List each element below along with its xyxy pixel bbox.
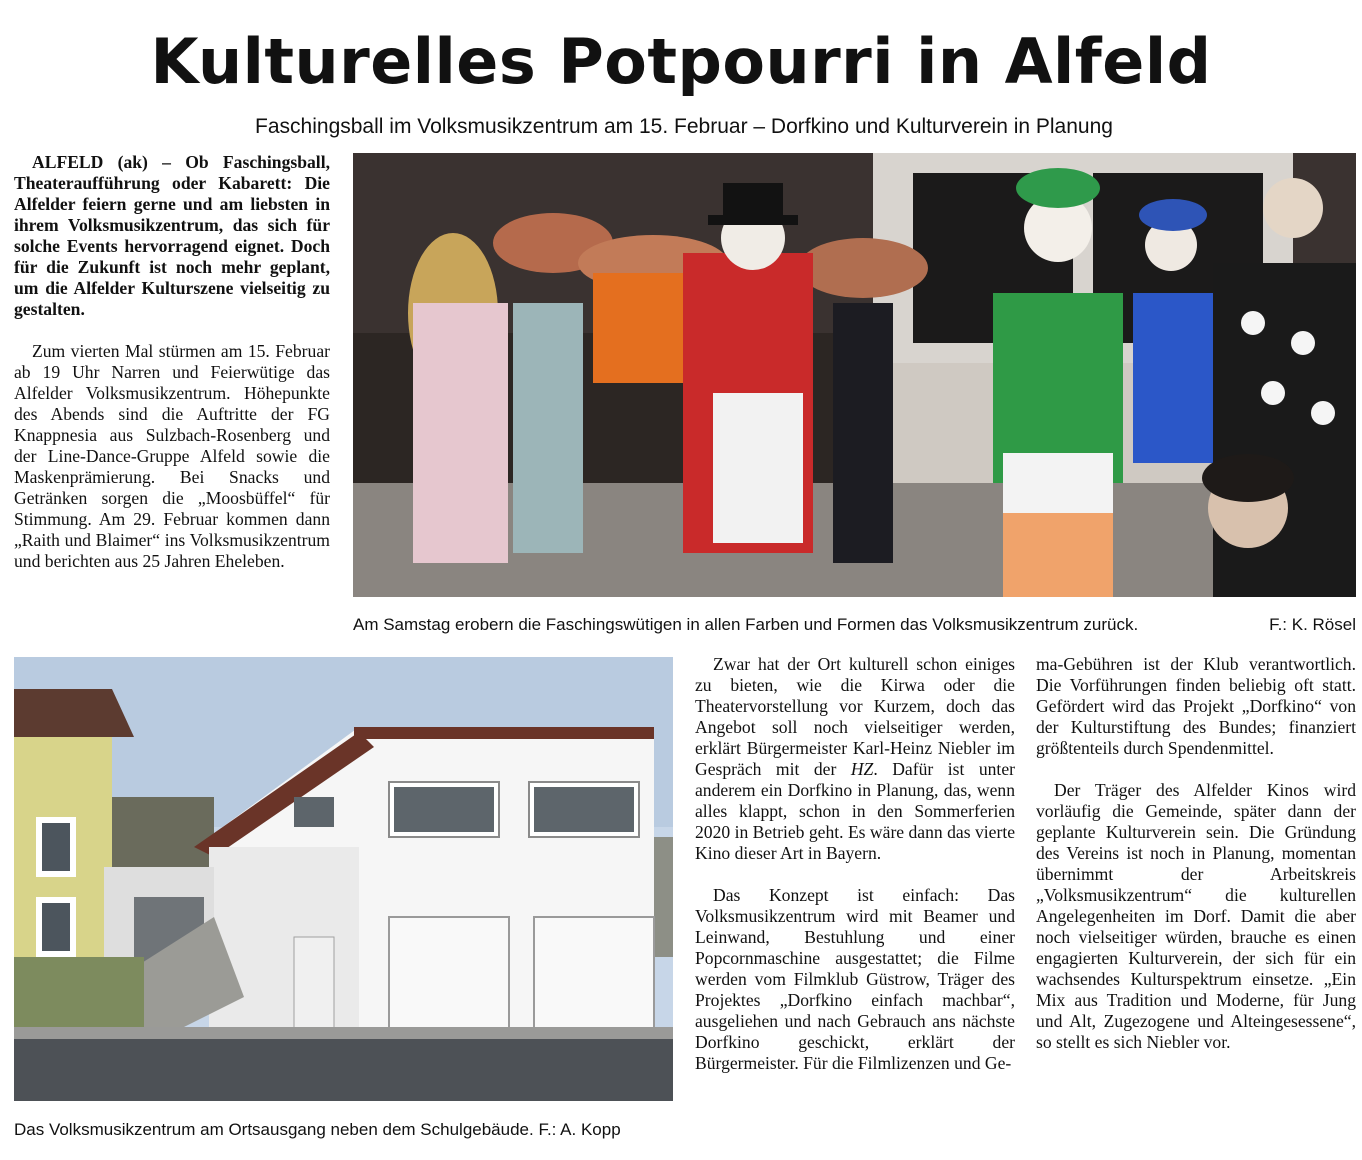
- text-span: Zwar hat der Ort kulturell schon einiges zu bieten, wie die Kirwa oder die Theatervorstellung vor Kurzem, doch das Angebot soll noch vielseitiger werden, erklärt Bürgermeister Karl-Heinz Niebler im Gespräch mit der: [695, 654, 1015, 779]
- building-photo: [14, 657, 673, 1101]
- photo-credit: F.: K. Rösel: [1269, 615, 1356, 634]
- building-photo-caption: Das Volksmusikzentrum am Ortsausgang neben dem Schulgebäude. F.: A. Kopp: [14, 1120, 621, 1139]
- body-paragraph: Der Träger des Alfelder Kinos wird vorläufig die Gemeinde, später dann der geplante Kulturverein sein. Die Gründung des Vereins ist noch in Planung, momentan übernimmt der Arbeitskreis „Volksmusikzentrum“ die kulturellen Angelegenheiten im Dorf. Damit die aber noch vielseitiger würden, brauche es einen engagierten Kulturverein, der sich für ein wachsendes Kulturspektrum einsetze. „Ein Mix aus Tradition und Moderne, für Jung und Alt, Zugezogene und Alteingesessene“, so stellt es sich Niebler vor.: [1036, 780, 1356, 1052]
- body-paragraph: Das Konzept ist einfach: Das Volksmusikzentrum wird mit Beamer und Leinwand, Bestuhlung und einer Popcornmaschine ausgestattet; die Filme werden vom Filmklub Güstrow, Träger des Projektes „Dorfkino einfach machbar“, ausgeliehen und nach Gebrauch ans nächste Dorfkino geschickt, erklärt der Bürgermeister. Für die Filmlizenzen und Ge-: [695, 885, 1015, 1073]
- subheadline: Faschingsball im Volksmusikzentrum am 15. Februar – Dorfkino und Kulturverein in Planung: [255, 115, 1113, 138]
- body-paragraph: [695, 654, 1015, 864]
- newspaper-abbreviation: HZ: [850, 759, 874, 779]
- lead-paragraph: ALFELD (ak) – Ob Faschingsball, Theateraufführung oder Kabarett: Die Alfelder feiern gerne und am liebsten in ihrem Volksmusikzentrum, das sich für solche Events hervorragend eignet. Doch für die Zukunft ist noch mehr geplant, um die Alfelder Kulturszene vielseitig zu gestalten.: [14, 152, 330, 319]
- article-column-4: [1036, 654, 1356, 1053]
- text-span: . Dafür ist unter anderem ein Dorfkino in Planung, das, wenn alles klappt, schon in den Sommerferien 2020 in Betrieb geht. Es wäre dann das vierte Kino dieser Art in Bayern.: [695, 759, 1016, 863]
- caption-text: Am Samstag erobern die Faschingswütigen in allen Farben und Formen das Volksmusikzentrum zurück.: [353, 615, 1139, 634]
- body-paragraph: ma-Gebühren ist der Klub verantwortlich. Die Vorführungen finden beliebig oft statt. Gefördert wird das Projekt „Dorfkino“ von der Kulturstiftung des Bundes; finanziert größtenteils durch Spendenmittel.: [1036, 654, 1356, 758]
- body-paragraph: Zum vierten Mal stürmen am 15. Februar ab 19 Uhr Narren und Feierwütige das Alfelder Volksmusikzentrum. Höhepunkte des Abends sind die Auftritte der FG Knappnesia aus Sulzbach-Rosenberg und der Line-Dance-Gruppe Alfeld sowie die Maskenprämierung. Bei Snacks und Getränken sorgen die „Moosbüffel“ für Stimmung. Am 29. Februar kommen dann „Raith und Blaimer“ ins Volksmusikzentrum und berichten aus 25 Jahren Eheleben.: [14, 341, 330, 571]
- carnival-photo-caption: [353, 614, 1356, 636]
- article-column-1: [14, 152, 330, 572]
- article-column-3: [695, 654, 1015, 1074]
- carnival-photo: [353, 153, 1356, 597]
- headline: Kulturelles Potpourri in Alfeld: [150, 25, 1212, 98]
